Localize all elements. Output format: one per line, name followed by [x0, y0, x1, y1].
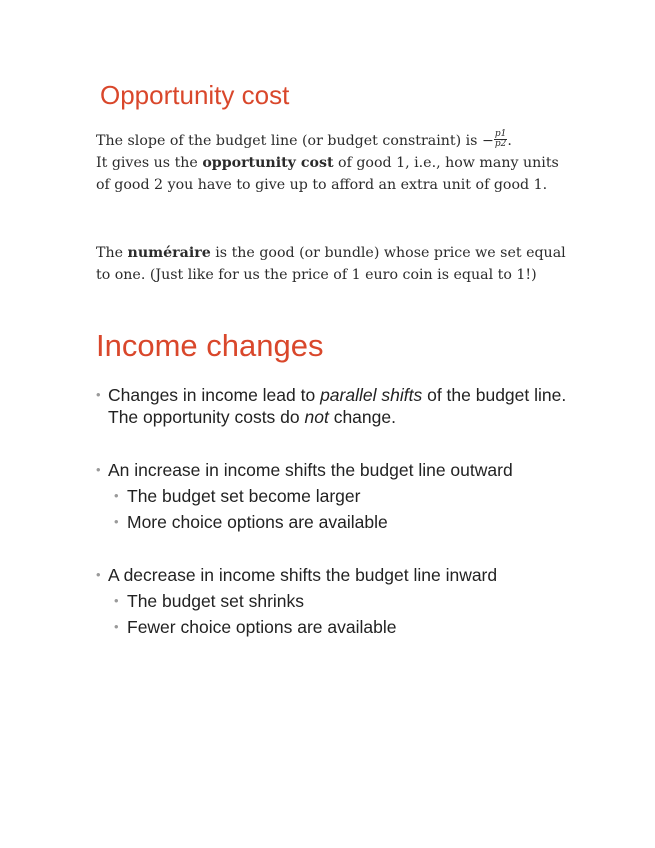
bullet-text: Fewer choice options are available [127, 617, 397, 637]
bullet-dot: • [96, 387, 101, 402]
bullet-italic-text: not [304, 407, 329, 427]
sub-bullet-fewer-options [96, 616, 596, 638]
slope-text: The slope of the budget line (or budget constraint) is − [96, 133, 494, 149]
bullet-parallel-shifts [96, 384, 596, 428]
bullet-increase [96, 459, 596, 481]
bullet-dot: • [96, 462, 101, 477]
sub-bullet-shrinks [96, 590, 596, 612]
bullet-text: A decrease in income shifts the budget line inward [108, 565, 498, 585]
slope-period: . [507, 133, 512, 149]
numeraire-text-end: is the good (or bundle) whose price we set equal to one. (Just like for us the price of 1 euro coin is equal to 1!) [96, 245, 566, 283]
bullet-text: An increase in income shifts the budget line outward [108, 460, 513, 480]
fraction-numerator: p1 [494, 128, 507, 139]
bullet-italic-text: parallel shifts [320, 385, 423, 405]
opportunity-cost-term: opportunity cost [202, 155, 334, 171]
bullet-text: More choice options are available [127, 512, 388, 532]
numeraire-text-start: The [96, 245, 128, 261]
bullet-text: change. [328, 407, 396, 427]
bullet-text: of the budget line. The opportunity costs do [108, 385, 567, 427]
fraction-denominator: p2 [494, 138, 507, 149]
opportunity-text-end: of good 1, i.e., how many units of good 2 you have to give up to afford an extra unit of good 1. [96, 155, 559, 193]
bullet-dot: • [114, 619, 119, 634]
numeraire-term: numéraire [127, 245, 211, 261]
opportunity-cost-heading: Opportunity cost [100, 80, 290, 110]
bullet-decrease [96, 564, 596, 586]
bullet-group-parallel-shifts [96, 384, 596, 428]
bullet-dot: • [114, 593, 119, 608]
price-ratio-fraction [494, 130, 508, 149]
bullet-text: Changes in income lead to [108, 385, 321, 405]
slope-paragraph [96, 130, 566, 196]
bullet-text: The budget set shrinks [127, 591, 305, 611]
bullet-dot: • [114, 514, 119, 529]
bullet-dot: • [114, 488, 119, 503]
sub-bullet-larger [96, 485, 596, 507]
opportunity-text-start: It gives us the [96, 155, 203, 171]
numeraire-paragraph [96, 242, 566, 286]
bullet-dot: • [96, 567, 101, 582]
bullet-text: The budget set become larger [127, 486, 361, 506]
bullet-group-increase [96, 459, 596, 533]
bullet-group-decrease [96, 564, 596, 638]
income-changes-heading: Income changes [96, 328, 324, 363]
sub-bullet-more-options [96, 511, 596, 533]
